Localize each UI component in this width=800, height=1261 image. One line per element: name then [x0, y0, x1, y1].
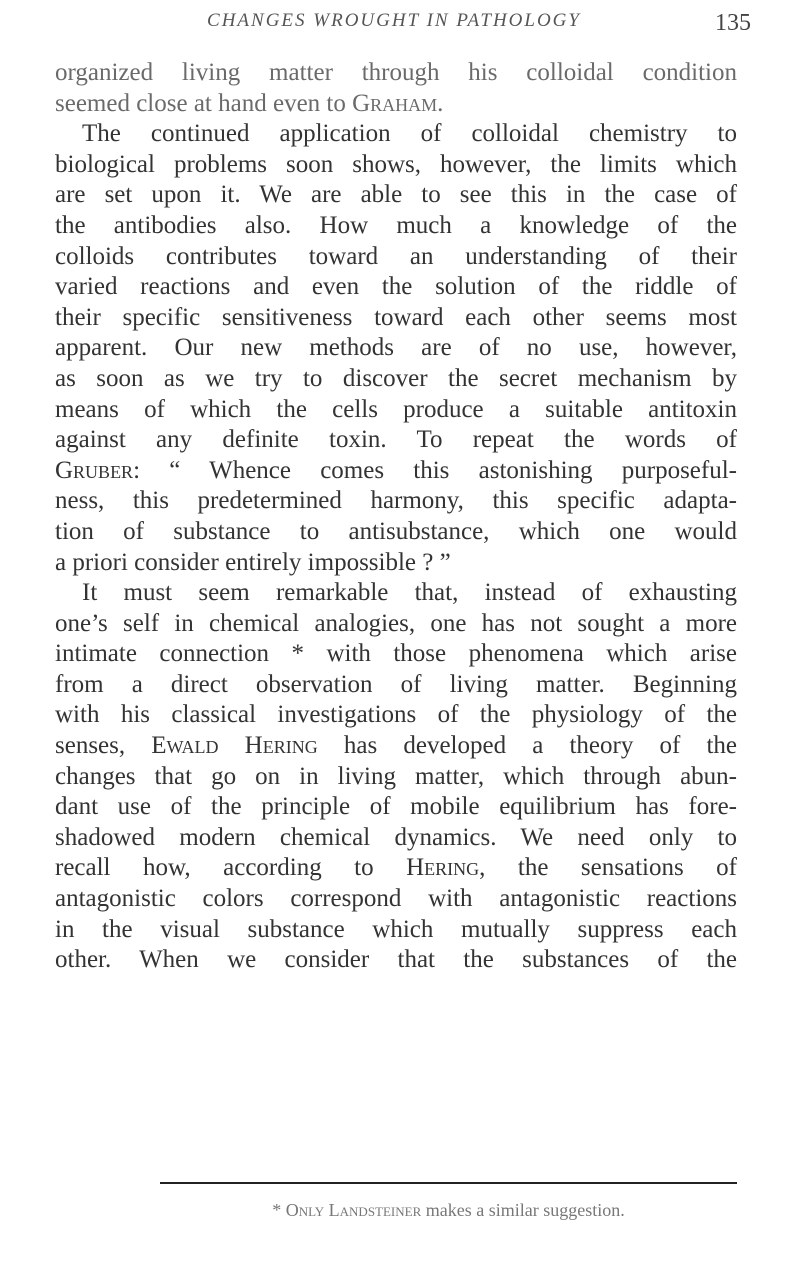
text-line — [55, 639, 737, 670]
text-run: . — [437, 89, 444, 117]
text-line — [55, 119, 737, 150]
text-line — [55, 89, 737, 120]
text-run: , the sensations of — [479, 854, 737, 882]
text-line — [55, 915, 737, 946]
text-line — [55, 425, 737, 456]
text-run: The continued application of colloidal chemistry to — [82, 120, 737, 148]
text-run: dant use of the principle of mobile equilibrium has fore- — [55, 793, 737, 821]
text-line — [55, 150, 737, 181]
footnote-text: makes a similar suggestion. — [421, 1200, 625, 1220]
text-run: organized living matter through his colloidal condition — [55, 59, 737, 86]
text-line — [55, 272, 737, 303]
small-caps-name: Ewald Hering — [151, 732, 318, 760]
text-run: a priori consider entirely impossible ? ” — [55, 548, 451, 576]
text-run: other. When we consider that the substances of the — [55, 946, 737, 974]
text-line — [55, 884, 737, 915]
text-run: from a direct observation of living matter. Beginning — [55, 670, 737, 698]
body-text — [55, 58, 737, 976]
text-line — [55, 762, 737, 793]
text-run: seemed close at hand even to — [55, 89, 353, 117]
text-run: the antibodies also. How much a knowledge of the — [55, 211, 737, 239]
small-caps-name: Hering — [406, 854, 480, 882]
text-run: recall how, according to — [55, 854, 407, 882]
text-line — [55, 58, 737, 89]
text-line — [55, 303, 737, 334]
text-line — [55, 853, 737, 884]
text-run: tion of substance to antisubstance, which one would — [55, 517, 737, 545]
text-line — [55, 609, 737, 640]
text-run: are set upon it. We are able to see this in the case of — [55, 181, 737, 209]
text-line — [55, 180, 737, 211]
text-line — [55, 823, 737, 854]
text-line — [55, 456, 737, 487]
text-line — [55, 670, 737, 701]
text-run: intimate connection * with those phenomena which arise — [55, 640, 737, 668]
text-line — [55, 792, 737, 823]
text-run: colloids contributes toward an understanding of their — [55, 242, 737, 270]
text-run: It must seem remarkable that, instead of exhausting — [82, 579, 737, 607]
text-line — [55, 578, 737, 609]
footnote — [160, 1200, 737, 1221]
text-run: shadowed modern chemical dynamics. We need only to — [55, 823, 737, 851]
small-caps-name: Gruber — [55, 456, 134, 484]
text-line — [55, 700, 737, 731]
footnote-name: Only Landsteiner — [285, 1200, 422, 1220]
text-run: ness, this predetermined harmony, this specific adapta- — [55, 487, 737, 515]
text-run: has developed a theory of the — [317, 732, 737, 760]
text-run: biological problems soon shows, however, the limits which — [55, 150, 737, 178]
text-line — [55, 731, 737, 762]
text-run: their specific sensitiveness toward each other seems most — [55, 303, 737, 331]
text-line — [55, 242, 737, 273]
text-line — [55, 486, 737, 517]
text-run: changes that go on in living matter, which through abun- — [55, 762, 737, 790]
running-head: CHANGES WROUGHT IN PATHOLOGY — [207, 10, 581, 31]
page-header — [0, 10, 800, 50]
text-run: in the visual substance which mutually suppress each — [55, 915, 737, 943]
text-run: antagonistic colors correspond with antagonistic reactions — [55, 885, 737, 913]
footnote-rule — [160, 1182, 737, 1184]
text-line — [55, 333, 737, 364]
text-run: varied reactions and even the solution of the riddle of — [55, 273, 737, 301]
text-run: as soon as we try to discover the secret mechanism by — [55, 364, 737, 392]
text-run: one’s self in chemical analogies, one has not sought a more — [55, 609, 737, 637]
page-number: 135 — [715, 10, 751, 36]
text-run: with his classical investigations of the physiology of the — [55, 701, 737, 729]
text-run: senses, — [55, 732, 152, 760]
text-line — [55, 548, 737, 579]
text-line — [55, 364, 737, 395]
footnote-marker: * — [272, 1200, 286, 1220]
small-caps-name: Graham — [352, 89, 438, 117]
text-run: means of which the cells produce a suitable antitoxin — [55, 395, 737, 423]
text-run: : “ Whence comes this astonishing purposeful- — [133, 456, 737, 484]
text-line — [55, 395, 737, 426]
text-run: against any definite toxin. To repeat the words of — [55, 426, 737, 454]
text-line — [55, 517, 737, 548]
text-run: apparent. Our new methods are of no use, however, — [55, 334, 737, 362]
text-line — [55, 211, 737, 242]
text-line — [55, 945, 737, 976]
